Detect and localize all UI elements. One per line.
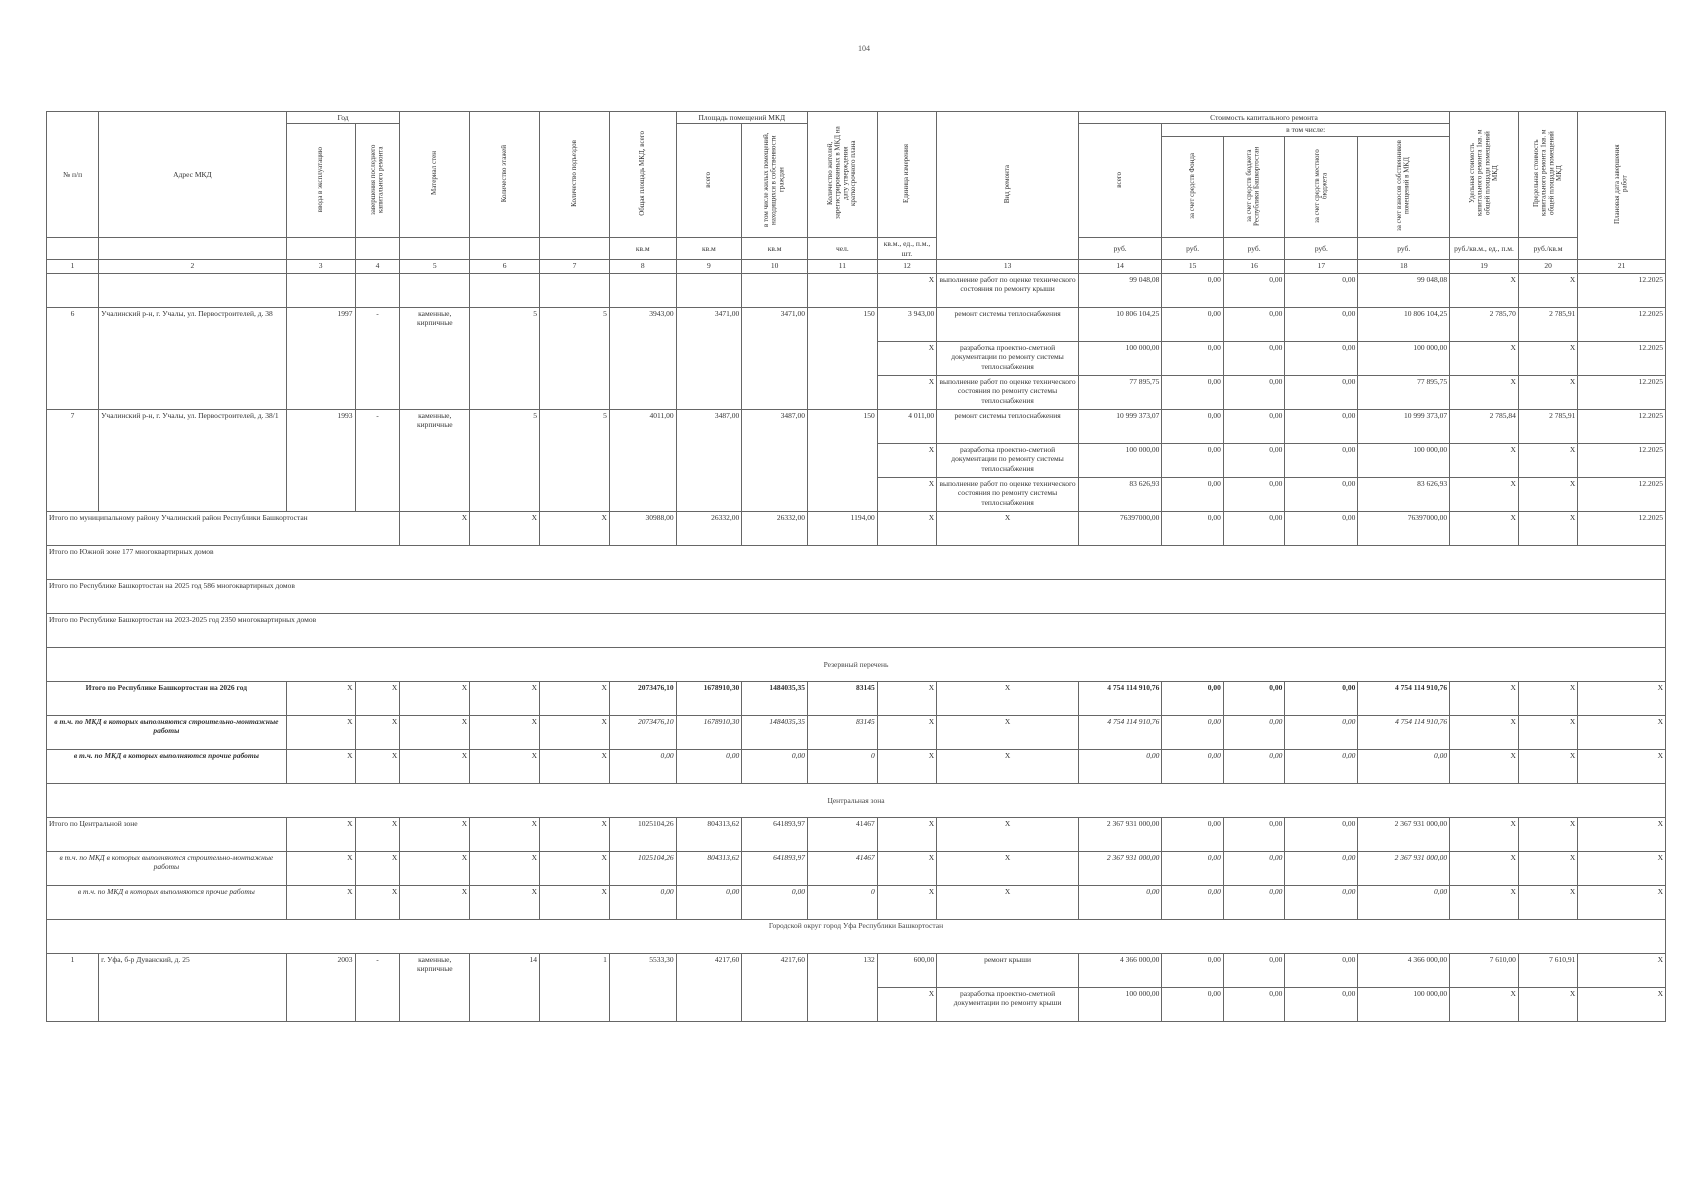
unit-measure: кв.м., ед., п.м., шт.: [877, 238, 936, 260]
unit-people: чел.: [807, 238, 877, 260]
column-number: 10: [742, 259, 808, 273]
unit-sqm-3: кв.м: [742, 238, 808, 260]
table-cell: [540, 273, 610, 307]
section-reserve: Резервный перечень: [47, 647, 1666, 681]
column-number: 14: [1078, 259, 1161, 273]
page-number: 104: [858, 44, 870, 53]
column-number: 1: [47, 259, 99, 273]
table-cell: [470, 273, 540, 307]
capital-repair-table: [46, 111, 1666, 1022]
header-limit-cost: Предельная стоимость капитального ремонта 1кв. м общей площади помещений МКД: [1518, 112, 1577, 238]
header-cost-including: в том числе:: [1162, 124, 1450, 136]
total-row-2023-2025: Итого по Республике Башкортостан на 2023-2025 год 2350 многоквартирных домов: [47, 613, 1666, 647]
total-row-central-other: в т.ч. по МКД в которых выполняются прочие работы X X X X X 0,00 0,00 0,00 0 X X 0,00 0,00 0,00 0,00 0,00 X X X: [47, 885, 1666, 919]
column-number: 15: [1162, 259, 1224, 273]
table-cell: [609, 273, 676, 307]
header-units-row: [47, 238, 1666, 260]
table-cell: [286, 273, 355, 307]
header-year-last-repair: завершения последнего капитального ремонта: [355, 124, 400, 238]
header-repair-type: Вид ремонта: [937, 112, 1079, 260]
table-cell: [99, 273, 287, 307]
table-cell: [470, 238, 540, 260]
header-floors: Количество этажей: [470, 112, 540, 238]
header-year: Год: [286, 112, 400, 124]
total-row-2026-other: в т.ч. по МКД в которых выполняются прочие работы X X X X X 0,00 0,00 0,00 0 X X 0,00 0,00 0,00 0,00 0,00 X X X: [47, 749, 1666, 783]
unit-sqm-2: кв.м: [676, 238, 742, 260]
header-premises-all: всего: [676, 124, 742, 238]
table-cell: [400, 238, 470, 260]
unit-unit-cost: руб./кв.м., ед., п.м.: [1450, 238, 1519, 260]
header-residents: Количество жителей, зарегистрированных в МКД на дату утверждения краткосрочного плана: [807, 112, 877, 238]
column-number: 19: [1450, 259, 1519, 273]
header-cost-total: всего: [1078, 124, 1161, 238]
column-numbers-row: [47, 259, 1666, 273]
section-central: Центральная зона: [47, 783, 1666, 817]
header-cost-owners: за счет взносов собственников помещений в МКД: [1358, 136, 1450, 237]
table-row: 6 Учалинский р-н, г. Учалы, ул. Первостроителей, д. 38 1997 - каменные, кирпичные 5 5 3943,00 3471,00 3471,00 150 3 943,00 ремонт системы теплоснабжения 10 806 104,25 0,00 0,00 0,00 10 806 104,25 2 785,70 2 785,91 12.2025: [47, 307, 1666, 341]
unit-sqm: кв.м: [609, 238, 676, 260]
total-row-central: Итого по Центральной зоне X X X X X 1025104,26 804313,62 641893,97 41467 X X 2 367 931 000,00 0,00 0,00 0,00 2 367 931 000,00 X X X: [47, 817, 1666, 851]
header-year-commission: ввода в эксплуатацию: [286, 124, 355, 238]
table-cell: [355, 273, 400, 307]
table-row: X выполнение работ по оценке технического состояния по ремонту крыши 99 048,08 0,00 0,00 0,00 99 048,08 X X 12.2025: [47, 273, 1666, 307]
column-number: 17: [1285, 259, 1358, 273]
column-number: 12: [877, 259, 936, 273]
unit-limit-cost: руб./кв.м: [1518, 238, 1577, 260]
column-number: 2: [99, 259, 287, 273]
table-row: X разработка проектно-сметной документации по ремонту системы теплоснабжения 100 000,00 0,00 0,00 0,00 100 000,00 X X 12.2025: [47, 443, 1666, 477]
header-cost-republic: за счет средств бюджета Республики Башкортостан: [1223, 136, 1285, 237]
column-number: 16: [1223, 259, 1285, 273]
header-row-1: [47, 112, 1666, 124]
unit-rub-2: руб.: [1162, 238, 1224, 260]
unit-rub-3: руб.: [1223, 238, 1285, 260]
total-row-2025: Итого по Республике Башкортостан на 2025 год 586 многоквартирных домов: [47, 579, 1666, 613]
column-number: 4: [355, 259, 400, 273]
header-premises-residential: в том числе жилых помещений, находящихся в собственности граждан: [742, 124, 808, 238]
column-number: 8: [609, 259, 676, 273]
header-entrances: Количество подъездов: [540, 112, 610, 238]
table-cell: [742, 273, 808, 307]
column-number: 3: [286, 259, 355, 273]
unit-rub-4: руб.: [1285, 238, 1358, 260]
total-row-uchaly: Итого по муниципальному району Учалинский район Республики Башкортостан X X X 30988,00 26332,00 26332,00 1194,00 X X 76397000,00 0,00 0,00 0,00 76397000,00 X X 12.2025: [47, 511, 1666, 545]
column-number: 7: [540, 259, 610, 273]
unit-rub-5: руб.: [1358, 238, 1450, 260]
header-total-area: Общая площадь МКД, всего: [609, 112, 676, 238]
header-cost: Стоимость капитального ремонта: [1078, 112, 1449, 124]
header-wall-material: Материал стен: [400, 112, 470, 238]
header-planned-date: Плановая дата завершения работ: [1578, 112, 1666, 260]
header-unit: Единица измерения: [877, 112, 936, 238]
header-premises-area: Площадь помещений МКД: [676, 112, 807, 124]
table-cell: [676, 273, 742, 307]
table-cell: [400, 273, 470, 307]
column-number: 5: [400, 259, 470, 273]
table-row: 1 г. Уфа, б-р Дуванский, д. 25 2003 - каменные, кирпичные 14 1 5533,30 4217,60 4217,60 132 600,00 ремонт крыши 4 366 000,00 0,00 0,00 0,00 4 366 000,00 7 610,00 7 610,91 X: [47, 953, 1666, 987]
table-cell: [807, 273, 877, 307]
header-cost-local: за счет средств местного бюджета: [1285, 136, 1358, 237]
column-number: 13: [937, 259, 1079, 273]
column-number: 6: [470, 259, 540, 273]
unit-rub-1: руб.: [1078, 238, 1161, 260]
table-row: 7 Учалинский р-н, г. Учалы, ул. Первостроителей, д. 38/1 1993 - каменные, кирпичные 5 5 4011,00 3487,00 3487,00 150 4 011,00 ремонт системы теплоснабжения 10 999 373,07 0,00 0,00 0,00 10 999 373,07 2 785,84 2 785,91 12.2025: [47, 409, 1666, 443]
column-number: 18: [1358, 259, 1450, 273]
header-cost-fund: за счет средств Фонда: [1162, 136, 1224, 237]
table-row: X разработка проектно-сметной документации по ремонту системы теплоснабжения 100 000,00 0,00 0,00 0,00 100 000,00 X X 12.2025: [47, 341, 1666, 375]
table-cell: [99, 238, 287, 260]
column-number: 11: [807, 259, 877, 273]
total-row-south: Итого по Южной зоне 177 многоквартирных домов: [47, 545, 1666, 579]
table-cell: [286, 238, 355, 260]
table-cell: [355, 238, 400, 260]
column-number: 21: [1578, 259, 1666, 273]
total-row-2026: Итого по Республике Башкортостан на 2026 год X X X X X 2073476,10 1678910,30 1484035,35 83145 X X 4 754 114 910,76 0,00 0,00 0,00 4 754 114 910,76 X X X: [47, 681, 1666, 715]
table-cell: [47, 273, 99, 307]
table-row: X разработка проектно-сметной документации по ремонту крыши 100 000,00 0,00 0,00 0,00 100 000,00 X X X: [47, 987, 1666, 1021]
total-row-2026-smr: в т.ч. по МКД в которых выполняются строительно-монтажные работы X X X X X 2073476,10 1678910,30 1484035,35 83145 X X 4 754 114 910,76 0,00 0,00 0,00 4 754 114 910,76 X X X: [47, 715, 1666, 749]
table-row: X выполнение работ по оценке технического состояния по ремонту системы теплоснабжения 77 895,75 0,00 0,00 0,00 77 895,75 X X 12.2025: [47, 375, 1666, 409]
header-unit-cost: Удельная стоимость капитального ремонта 1кв. м общей площади помещений МКД: [1450, 112, 1519, 238]
table-cell: [540, 238, 610, 260]
header-address: Адрес МКД: [99, 112, 287, 238]
total-row-central-smr: в т.ч. по МКД в которых выполняются строительно-монтажные работы X X X X X 1025104,26 804313,62 641893,97 41467 X X 2 367 931 000,00 0,00 0,00 0,00 2 367 931 000,00 X X X: [47, 851, 1666, 885]
header-no: № п/п: [47, 112, 99, 238]
table-row: X выполнение работ по оценке технического состояния по ремонту системы теплоснабжения 83 626,93 0,00 0,00 0,00 83 626,93 X X 12.2025: [47, 477, 1666, 511]
column-number: 20: [1518, 259, 1577, 273]
table-cell: [47, 238, 99, 260]
column-number: 9: [676, 259, 742, 273]
section-ufa: Городской округ город Уфа Республики Башкортостан: [47, 919, 1666, 953]
